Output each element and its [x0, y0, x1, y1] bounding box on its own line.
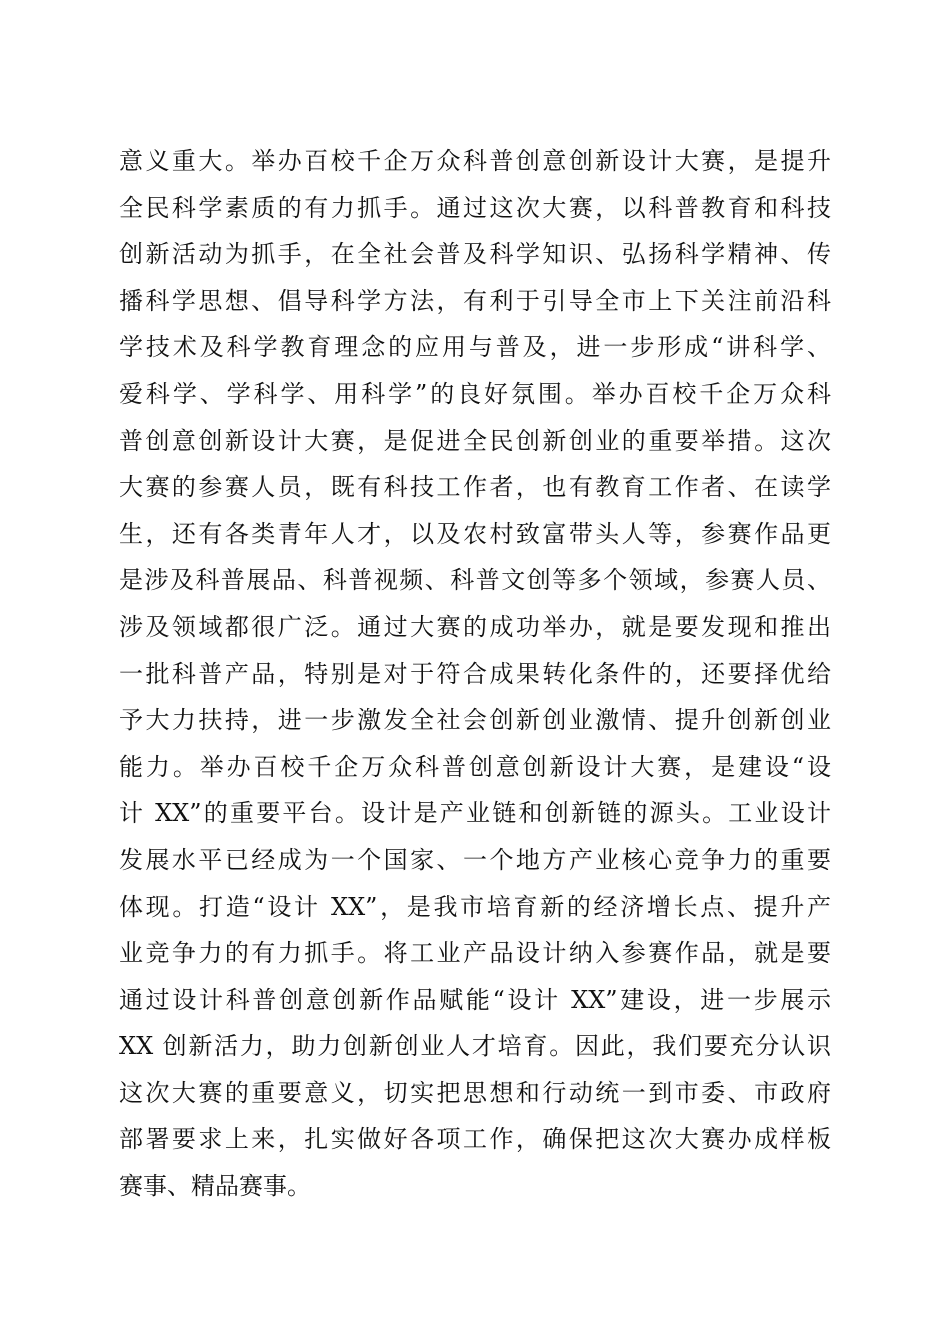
text-line: 发展水平已经成为一个国家、一个地方产业核心竞争力的重要 [119, 845, 831, 874]
text-line: 予大力扶持，进一步激发全社会创新创业激情、提升创新创业 [119, 706, 831, 735]
text-line: 爱科学、学科学、用科学”的良好氛围。举办百校千企万众科 [119, 379, 831, 408]
text-line: 通过设计科普创意创新作品赋能“设计 XX”建设，进一步展示 [119, 985, 831, 1014]
body-paragraph [119, 138, 831, 1210]
text-line: 播科学思想、倡导科学方法，有利于引导全市上下关注前沿科 [119, 286, 831, 315]
text-line: XX 创新活力，助力创新创业人才培育。因此，我们要充分认识 [119, 1032, 831, 1061]
text-line: 这次大赛的重要意义，切实把思想和行动统一到市委、市政府 [119, 1078, 831, 1107]
text-line: 体现。打造“设计 XX”，是我市培育新的经济增长点、提升产 [119, 892, 831, 921]
text-line: 涉及领域都很广泛。通过大赛的成功举办，就是要发现和推出 [119, 612, 831, 641]
text-line: 是涉及科普展品、科普视频、科普文创等多个领域，参赛人员、 [119, 566, 831, 595]
text-line: 学技术及科学教育理念的应用与普及，进一步形成“讲科学、 [119, 333, 831, 362]
text-line: 计 XX”的重要平台。设计是产业链和创新链的源头。工业设计 [119, 799, 831, 828]
text-line: 部署要求上来，扎实做好各项工作，确保把这次大赛办成样板 [119, 1125, 831, 1154]
text-line: 意义重大。举办百校千企万众科普创意创新设计大赛，是提升 [119, 147, 831, 175]
text-line: 业竞争力的有力抓手。将工业产品设计纳入参赛作品，就是要 [119, 939, 831, 968]
text-line: 全民科学素质的有力抓手。通过这次大赛，以科普教育和科技 [119, 193, 831, 222]
text-line: 创新活动为抓手，在全社会普及科学知识、弘扬科学精神、传 [119, 240, 831, 269]
text-line-last: 赛事、精品赛事。 [119, 1172, 311, 1201]
text-line: 普创意创新设计大赛，是促进全民创新创业的重要举措。这次 [119, 426, 831, 455]
text-line: 生，还有各类青年人才，以及农村致富带头人等，参赛作品更 [119, 519, 831, 548]
text-line: 大赛的参赛人员，既有科技工作者，也有教育工作者、在读学 [119, 473, 831, 502]
text-line: 一批科普产品，特别是对于符合成果转化条件的，还要择优给 [119, 659, 831, 688]
text-line: 能力。举办百校千企万众科普创意创新设计大赛，是建设“设 [119, 752, 831, 781]
